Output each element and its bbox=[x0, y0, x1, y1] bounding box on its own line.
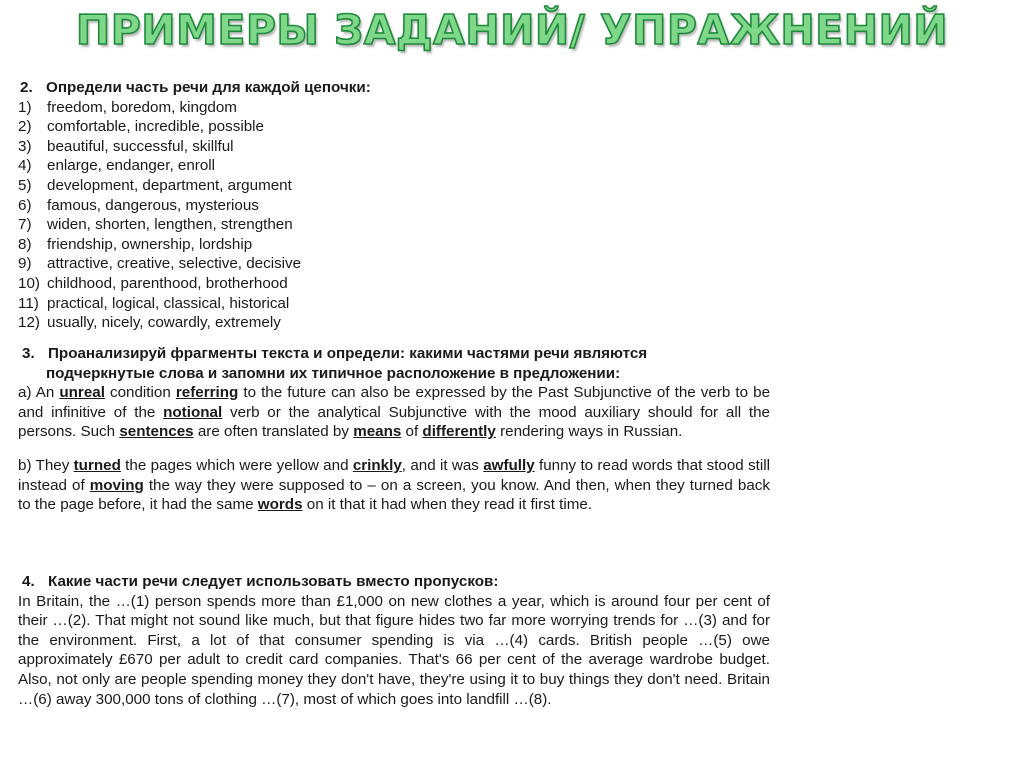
list-item-text: childhood, parenthood, brotherhood bbox=[47, 274, 288, 292]
list-item-number: 3) bbox=[18, 137, 32, 155]
underlined-word: differently bbox=[422, 423, 496, 441]
task-3-number: 3. bbox=[22, 345, 35, 362]
list-item-text: freedom, boredom, kingdom bbox=[47, 98, 237, 116]
underlined-word: means bbox=[353, 423, 402, 441]
task-2-section bbox=[18, 78, 770, 333]
task-4-heading-text: Какие части речи следует использовать вместо пропусков: bbox=[48, 573, 499, 590]
page-title: ПРИМЕРЫ ЗАДАНИЙ/ УПРАЖНЕНИЙ bbox=[75, 6, 949, 54]
list-item-text: comfortable, incredible, possible bbox=[47, 118, 264, 136]
task-2-list bbox=[18, 98, 770, 333]
task-3-paragraph-b bbox=[18, 456, 770, 515]
list-item-text: development, department, argument bbox=[47, 176, 292, 194]
list-item bbox=[18, 274, 770, 294]
text-segment: rendering ways in Russian. bbox=[495, 423, 683, 441]
list-item bbox=[18, 215, 770, 235]
list-item-number: 12) bbox=[18, 314, 40, 332]
list-item bbox=[18, 176, 770, 196]
underlined-word: unreal bbox=[59, 384, 105, 402]
list-item-number: 7) bbox=[18, 216, 32, 234]
list-item-number: 5) bbox=[18, 176, 32, 194]
underlined-word: crinkly bbox=[352, 456, 402, 474]
list-item bbox=[18, 235, 770, 255]
text-segment: the way they were supposed to – on a screen, you know. And then, when they turned back to the page before, it had the same bbox=[18, 476, 770, 514]
text-segment: on it that it had when they read it first time. bbox=[302, 496, 593, 514]
list-item-text: friendship, ownership, lordship bbox=[47, 235, 253, 253]
task-4-paragraph: In Britain, the …(1) person spends more than £1,000 on new clothes a year, which is around four per cent of their …(2). That might not sound like much, but that figure hides two far more worrying trends for …(3) and for the environment. First, a lot of that consumer spending is via …(4) cards. British people …(5) owe approximately £670 per adult to credit card companies. That's 66 per cent of the average wardrobe budget. Also, not only are people spending money they don't have, they're using it to buy things they don't need. Britain …(6) away 300,000 tons of clothing …(7), most of which goes into landfill …(8). bbox=[18, 592, 770, 708]
list-item-number: 9) bbox=[18, 255, 32, 273]
text-segment: , and it was bbox=[401, 456, 484, 474]
list-item-text: widen, shorten, lengthen, strengthen bbox=[47, 216, 293, 234]
list-item-number: 2) bbox=[18, 118, 32, 136]
task-2-number: 2. bbox=[20, 79, 33, 96]
task-4-section bbox=[18, 572, 770, 709]
list-item bbox=[18, 156, 770, 176]
task-4-heading bbox=[18, 572, 770, 592]
list-item-text: enlarge, endanger, enroll bbox=[47, 157, 216, 175]
task-2-heading-text: Определи часть речи для каждой цепочки: bbox=[46, 79, 371, 96]
list-item-number: 4) bbox=[18, 157, 32, 175]
list-item-text: famous, dangerous, mysterious bbox=[47, 196, 259, 214]
task-3-section bbox=[18, 344, 770, 515]
list-item bbox=[18, 294, 770, 314]
list-item-text: attractive, creative, selective, decisive bbox=[47, 255, 302, 273]
list-item bbox=[18, 254, 770, 274]
text-segment: verb or the analytical Subjunctive with the mood auxiliary should for all the persons. Such bbox=[18, 403, 770, 441]
text-segment: funny to read words that stood still instead of bbox=[18, 456, 771, 494]
underlined-word: notional bbox=[163, 403, 223, 421]
task-3-heading bbox=[18, 344, 770, 364]
underlined-word: moving bbox=[89, 476, 144, 494]
list-item-number: 8) bbox=[18, 235, 32, 253]
underlined-word: referring bbox=[175, 384, 239, 402]
text-segment: are often translated by bbox=[193, 423, 354, 441]
task-2-heading bbox=[18, 78, 770, 98]
task-3-heading-line2: подчеркнутые слова и запомни их типичное расположение в предложении: bbox=[46, 364, 621, 382]
text-segment: condition bbox=[104, 384, 176, 402]
text-segment: a) An bbox=[18, 384, 60, 402]
underlined-word: awfully bbox=[483, 456, 535, 474]
list-item-number: 6) bbox=[18, 196, 32, 214]
list-item-number: 1) bbox=[18, 98, 32, 116]
list-item-text: beautiful, successful, skillful bbox=[47, 137, 234, 155]
list-item bbox=[18, 196, 770, 216]
list-item-text: usually, nicely, cowardly, extremely bbox=[47, 314, 281, 332]
underlined-word: words bbox=[257, 496, 303, 514]
list-item bbox=[18, 313, 770, 333]
text-segment: of bbox=[401, 423, 423, 441]
task-4-number: 4. bbox=[22, 573, 35, 590]
text-segment: the pages which were yellow and bbox=[120, 456, 353, 474]
text-segment: to the future can also be expressed by the Past Subjunctive of the verb to be and infinitive of the bbox=[18, 384, 771, 421]
underlined-word: turned bbox=[73, 456, 121, 474]
text-segment: b) They bbox=[18, 456, 74, 474]
list-item bbox=[18, 98, 770, 118]
list-item-number: 11) bbox=[18, 294, 39, 312]
list-item bbox=[18, 117, 770, 137]
task-3-heading-line1: Проанализируй фрагменты текста и определи: какими частями речи являются bbox=[48, 345, 648, 362]
underlined-word: sentences bbox=[119, 423, 194, 441]
list-item-text: practical, logical, classical, historical bbox=[47, 294, 290, 312]
list-item bbox=[18, 137, 770, 157]
list-item-number: 10) bbox=[18, 274, 40, 292]
task-3-paragraph-a bbox=[18, 383, 770, 442]
